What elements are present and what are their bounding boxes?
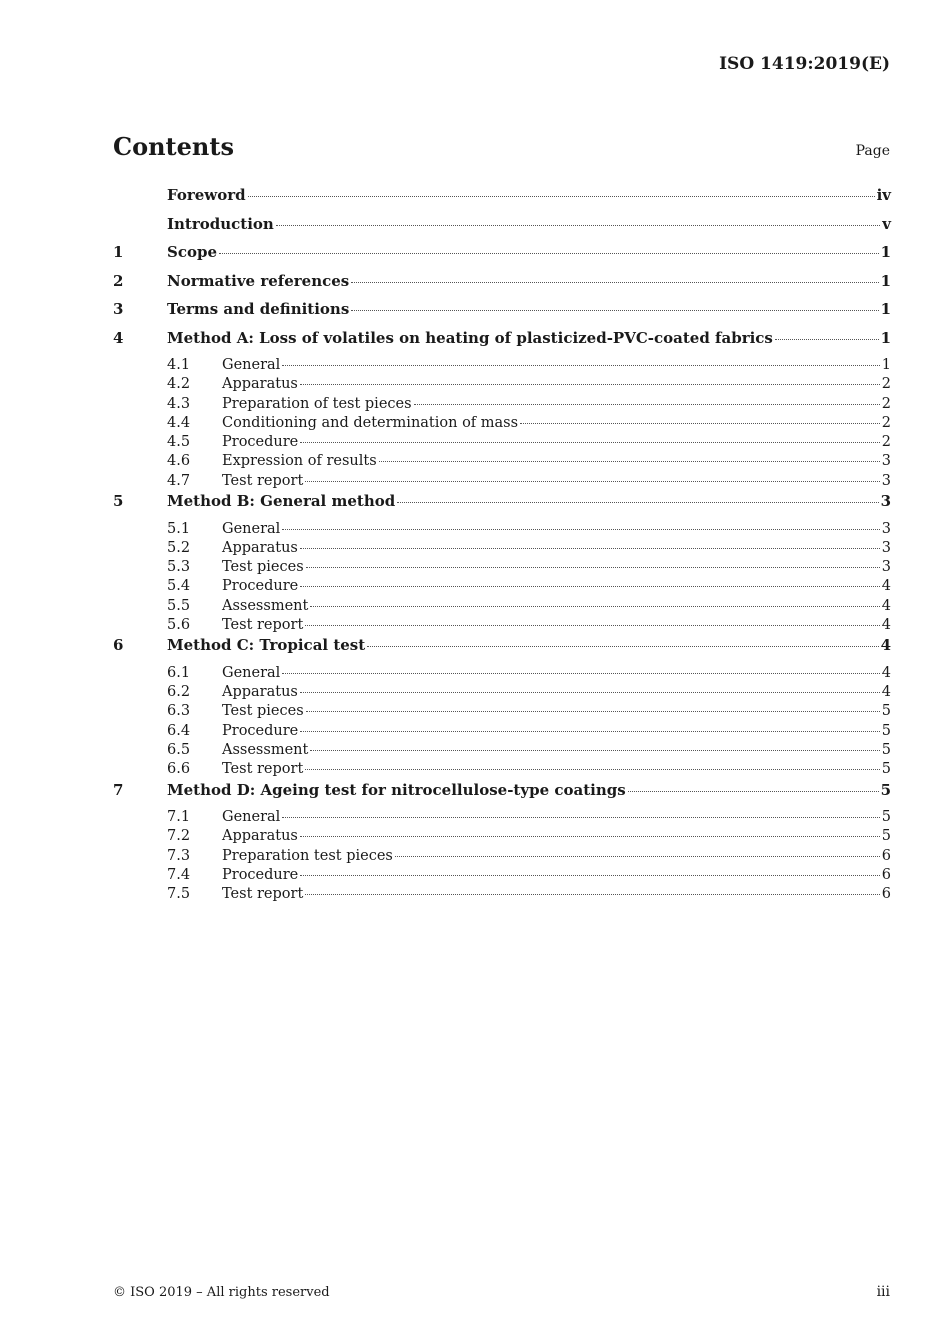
- toc-entry-title[interactable]: General: [222, 520, 281, 537]
- dot-leader: [300, 692, 880, 693]
- toc-entry-number: 4.1: [167, 357, 191, 373]
- toc-subentry[interactable]: [113, 559, 891, 578]
- toc-subentry[interactable]: [113, 848, 891, 867]
- toc-subentry[interactable]: [113, 473, 891, 492]
- toc-entry-page[interactable]: 1: [880, 243, 891, 261]
- toc-entry-title[interactable]: Test pieces: [222, 559, 304, 576]
- toc-entry-number: 6.3: [167, 703, 191, 720]
- copyright-notice: © ISO 2019 – All rights reserved: [113, 1285, 330, 1300]
- toc-entry-page[interactable]: 4: [881, 578, 891, 595]
- toc-entry-title[interactable]: Test report: [222, 886, 304, 903]
- dot-leader: [310, 750, 879, 751]
- toc-entry[interactable]: [113, 636, 891, 665]
- toc-entry-title[interactable]: Apparatus: [222, 684, 298, 701]
- toc-subentry[interactable]: [113, 453, 891, 472]
- toc-entry-title[interactable]: Introduction: [167, 214, 274, 233]
- toc-entry-title[interactable]: Test pieces: [222, 703, 304, 720]
- page-column-label: Page: [855, 143, 890, 159]
- dot-leader: [628, 791, 879, 792]
- dot-leader: [397, 502, 878, 503]
- toc-entry-number: 6.1: [167, 664, 191, 681]
- toc-entry-title[interactable]: General: [222, 357, 281, 373]
- toc-entry-page[interactable]: 5: [881, 809, 891, 826]
- toc-entry-number: 7.4: [167, 867, 191, 884]
- toc-entry-number: 5.1: [167, 520, 191, 537]
- toc-entry-number: 7.2: [167, 828, 191, 845]
- toc-entry-title[interactable]: Assessment: [222, 742, 309, 759]
- toc-subentry[interactable]: [113, 598, 891, 617]
- dot-leader: [367, 646, 878, 647]
- toc-entry-page[interactable]: 6: [881, 847, 891, 864]
- toc-entry-title[interactable]: Procedure: [222, 867, 299, 884]
- toc-entry-page[interactable]: 5: [881, 722, 891, 739]
- toc-subentry[interactable]: [113, 357, 891, 376]
- toc-entry[interactable]: [113, 186, 891, 215]
- page-number: iii: [876, 1284, 890, 1300]
- toc-entry-number: 4.5: [167, 434, 191, 451]
- dot-leader: [282, 365, 879, 366]
- toc-entry-page[interactable]: v: [882, 214, 891, 233]
- toc-entry-number: 6.2: [167, 684, 191, 701]
- toc-entry-title[interactable]: Conditioning and determination of mass: [222, 414, 519, 431]
- contents-title: Contents: [113, 132, 234, 161]
- toc-entry-title[interactable]: Preparation of test pieces: [222, 395, 412, 412]
- toc-entry-title[interactable]: Assessment: [222, 597, 309, 614]
- toc-entry-title[interactable]: Foreword: [167, 186, 246, 204]
- toc-entry-page[interactable]: 5: [881, 703, 891, 720]
- toc-entry-title[interactable]: Apparatus: [222, 539, 298, 556]
- toc-entry-page[interactable]: 4: [881, 597, 891, 614]
- toc-entry-number: 4: [113, 328, 124, 347]
- dot-leader: [300, 548, 880, 549]
- toc-entry-number: 5.3: [167, 559, 191, 576]
- toc-entry-number: 6.6: [167, 761, 191, 778]
- dot-leader: [300, 875, 880, 876]
- dot-leader: [300, 836, 880, 837]
- dot-leader: [282, 673, 879, 674]
- toc-entry-number: 6.5: [167, 742, 191, 759]
- dot-leader: [306, 567, 880, 568]
- toc-subentry[interactable]: [113, 761, 891, 780]
- toc-entry[interactable]: [113, 329, 891, 358]
- toc-entry-page[interactable]: 6: [881, 886, 891, 903]
- dot-leader: [248, 196, 875, 197]
- toc-entry-number: 5.5: [167, 597, 191, 614]
- toc-subentry[interactable]: [113, 809, 891, 828]
- dot-leader: [775, 339, 879, 340]
- toc-entry-number: 7.1: [167, 809, 191, 826]
- toc-entry[interactable]: [113, 492, 891, 521]
- dot-leader: [414, 404, 880, 405]
- toc-subentry[interactable]: [113, 723, 891, 742]
- toc-entry-number: 7.5: [167, 886, 191, 903]
- toc-entry-number: 4.2: [167, 376, 191, 393]
- toc-subentry[interactable]: [113, 828, 891, 847]
- toc-entry-title[interactable]: General: [222, 809, 281, 826]
- toc-entry-title[interactable]: General: [222, 664, 281, 681]
- toc-entry-title[interactable]: Preparation test pieces: [222, 847, 393, 864]
- toc-entry-title[interactable]: Procedure: [222, 578, 299, 595]
- toc-entry[interactable]: [113, 215, 891, 244]
- toc-entry-title[interactable]: Normative references: [167, 271, 350, 290]
- dot-leader: [305, 481, 879, 482]
- toc-entry-title[interactable]: Test report: [222, 761, 304, 778]
- toc-subentry[interactable]: [113, 540, 891, 559]
- dot-leader: [351, 310, 878, 311]
- toc-entry-number: 7.3: [167, 847, 191, 864]
- toc-subentry[interactable]: [113, 742, 891, 761]
- toc-entry-title[interactable]: Method D: Ageing test for nitrocellulose-type coatings: [167, 780, 626, 799]
- toc-entry-page[interactable]: 5: [881, 742, 891, 759]
- toc-entry-number: 2: [113, 271, 124, 290]
- dot-leader: [305, 894, 879, 895]
- dot-leader: [395, 856, 880, 857]
- toc-entry-number: 4.6: [167, 453, 191, 470]
- toc-entry-number: 5: [113, 492, 124, 511]
- toc-subentry[interactable]: [113, 434, 891, 453]
- toc-entry-number: 6.4: [167, 722, 191, 739]
- toc-entry-page[interactable]: 1: [881, 357, 891, 373]
- document-id: ISO 1419:2019(E): [719, 54, 890, 74]
- toc-entry[interactable]: [113, 272, 891, 301]
- toc-entry-page[interactable]: 2: [881, 376, 891, 393]
- toc-subentry[interactable]: [113, 684, 891, 703]
- dot-leader: [520, 423, 880, 424]
- toc-entry-page[interactable]: 3: [881, 559, 891, 576]
- dot-leader: [379, 461, 880, 462]
- toc-entry-page[interactable]: 5: [881, 828, 891, 845]
- toc-subentry[interactable]: [113, 665, 891, 684]
- toc-entry-page[interactable]: 1: [880, 271, 891, 290]
- dot-leader: [310, 606, 879, 607]
- toc-subentry[interactable]: [113, 703, 891, 722]
- toc-entry-page[interactable]: 4: [881, 617, 891, 634]
- toc-entry-title[interactable]: Scope: [167, 243, 218, 261]
- toc-entry-page[interactable]: 3: [881, 539, 891, 556]
- dot-leader: [282, 529, 879, 530]
- toc-entry-page[interactable]: 3: [881, 520, 891, 537]
- toc-entry-title[interactable]: Apparatus: [222, 828, 298, 845]
- toc-entry[interactable]: [113, 243, 891, 272]
- toc-entry-page[interactable]: 2: [881, 414, 891, 431]
- toc-entry-page[interactable]: 6: [881, 867, 891, 884]
- toc-entry-number: 3: [113, 300, 124, 318]
- toc-entry-title[interactable]: Method A: Loss of volatiles on heating of plasticized-PVC-coated fabrics: [167, 328, 773, 347]
- toc-entry-number: 5.4: [167, 578, 191, 595]
- toc-entry-page[interactable]: 3: [881, 472, 891, 489]
- toc-entry-page[interactable]: 4: [881, 664, 891, 681]
- dot-leader: [351, 282, 878, 283]
- toc-subentry[interactable]: [113, 415, 891, 434]
- toc-entry-number: 1: [113, 243, 124, 261]
- toc-entry-title[interactable]: Method C: Tropical test: [167, 636, 366, 655]
- dot-leader: [282, 817, 879, 818]
- toc-entry-number: 5.2: [167, 539, 191, 556]
- toc-subentry[interactable]: [113, 617, 891, 636]
- dot-leader: [300, 731, 880, 732]
- dot-leader: [305, 625, 879, 626]
- toc-entry-number: 6: [113, 636, 124, 655]
- toc-entry-page[interactable]: 3: [880, 492, 891, 511]
- toc-entry-page[interactable]: 5: [881, 761, 891, 778]
- dot-leader: [306, 711, 880, 712]
- dot-leader: [305, 769, 879, 770]
- dot-leader: [300, 586, 880, 587]
- toc-entry-title[interactable]: Procedure: [222, 434, 299, 451]
- toc-subentry[interactable]: [113, 867, 891, 886]
- toc-entry-page[interactable]: 5: [880, 780, 891, 799]
- dot-leader: [300, 384, 880, 385]
- toc-entry-page[interactable]: 4: [881, 684, 891, 701]
- toc-entry[interactable]: [113, 300, 891, 329]
- toc-entry-title[interactable]: Procedure: [222, 722, 299, 739]
- toc-entry-page[interactable]: 1: [880, 328, 891, 347]
- toc-entry-page[interactable]: 1: [880, 300, 891, 318]
- toc-subentry[interactable]: [113, 886, 891, 905]
- toc-entry-title[interactable]: Test report: [222, 617, 304, 634]
- toc-entry-number: 5.6: [167, 617, 191, 634]
- toc-entry-page[interactable]: 2: [881, 395, 891, 412]
- toc-entry-number: 4.4: [167, 414, 191, 431]
- toc-entry-number: 7: [113, 780, 124, 799]
- toc-entry-title[interactable]: Apparatus: [222, 376, 298, 393]
- toc-entry-title[interactable]: Terms and definitions: [167, 300, 350, 318]
- toc-subentry[interactable]: [113, 376, 891, 395]
- dot-leader: [276, 225, 880, 226]
- toc-entry-page[interactable]: 2: [881, 434, 891, 451]
- toc-subentry[interactable]: [113, 396, 891, 415]
- toc-entry-number: 4.7: [167, 472, 191, 489]
- toc-entry-title[interactable]: Test report: [222, 472, 304, 489]
- toc-entry-page[interactable]: iv: [876, 186, 891, 204]
- toc-entry-title[interactable]: Method B: General method: [167, 492, 396, 511]
- dot-leader: [219, 253, 879, 254]
- toc-entry[interactable]: [113, 781, 891, 810]
- table-of-contents: [113, 186, 891, 906]
- toc-entry-page[interactable]: 3: [881, 453, 891, 470]
- toc-entry-page[interactable]: 4: [880, 636, 891, 655]
- toc-entry-number: 4.3: [167, 395, 191, 412]
- toc-subentry[interactable]: [113, 521, 891, 540]
- dot-leader: [300, 442, 880, 443]
- toc-entry-title[interactable]: Expression of results: [222, 453, 377, 470]
- toc-subentry[interactable]: [113, 578, 891, 597]
